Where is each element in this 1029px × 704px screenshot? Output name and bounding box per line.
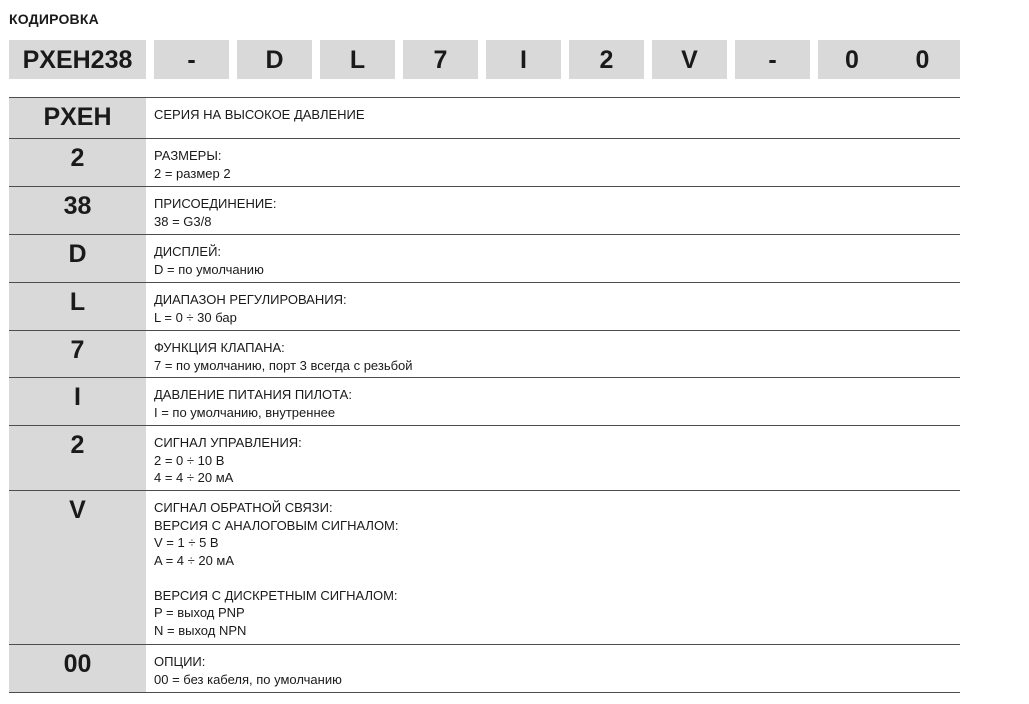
row-line: 4 = 4 ÷ 20 мА — [154, 470, 234, 485]
row-code: 2 — [9, 139, 146, 186]
row-spacer — [154, 569, 960, 587]
row-label: РАЗМЕРЫ: — [154, 148, 222, 163]
row-code: V — [9, 491, 146, 644]
row-code: I — [9, 378, 146, 425]
row-label: ДАВЛЕНИЕ ПИТАНИЯ ПИЛОТА: — [154, 387, 352, 402]
row-description — [154, 434, 960, 487]
row-description — [154, 339, 960, 374]
code-segment-function: 7 — [403, 40, 478, 79]
row-line: D = по умолчанию — [154, 261, 264, 277]
row-code: L — [9, 283, 146, 330]
code-segment-display: D — [237, 40, 312, 79]
row-description — [154, 147, 960, 182]
table-row — [9, 283, 960, 331]
table-row — [9, 139, 960, 187]
row-code: 38 — [9, 187, 146, 234]
row-line: A = 4 ÷ 20 мА — [154, 552, 235, 568]
table-row — [9, 98, 960, 139]
row-line: 7 = по умолчанию, порт 3 всегда с резьбой — [154, 357, 413, 373]
row-line: 2 = размер 2 — [154, 165, 231, 181]
row-line: 2 = 0 ÷ 10 В — [154, 452, 225, 468]
code-segment-dash-2: - — [735, 40, 810, 79]
row-code: 00 — [9, 645, 146, 692]
page-title: КОДИРОВКА — [9, 11, 99, 27]
code-segment-option-2: 0 — [885, 40, 960, 79]
row-description — [154, 291, 960, 326]
row-code: D — [9, 235, 146, 282]
row-label: ОПЦИИ: — [154, 654, 206, 669]
code-segment-option-1: 0 — [818, 40, 886, 79]
row-description — [154, 106, 960, 124]
table-row — [9, 235, 960, 283]
table-row — [9, 645, 960, 693]
row-label: ПРИСОЕДИНЕНИЕ: — [154, 196, 277, 211]
table-row — [9, 378, 960, 426]
row-description — [154, 243, 960, 278]
row-description — [154, 195, 960, 230]
row-description — [154, 653, 960, 688]
row-line: I = по умолчанию, внутреннее — [154, 404, 336, 420]
code-segment-range: L — [320, 40, 395, 79]
row-label: СИГНАЛ УПРАВЛЕНИЯ: — [154, 435, 302, 450]
code-segment-model: PXEH238 — [9, 40, 146, 79]
code-segment-dash: - — [154, 40, 229, 79]
table-row — [9, 426, 960, 491]
code-segment-control-signal: 2 — [569, 40, 644, 79]
row-line: ВЕРСИЯ С ДИСКРЕТНЫМ СИГНАЛОМ: — [154, 587, 398, 603]
row-code: 7 — [9, 331, 146, 377]
row-label: ДИСПЛЕЙ: — [154, 244, 222, 259]
row-label: ФУНКЦИЯ КЛАПАНА: — [154, 340, 285, 355]
row-line: ВЕРСИЯ С АНАЛОГОВЫМ СИГНАЛОМ: — [154, 517, 399, 533]
table-row — [9, 331, 960, 378]
row-description — [154, 386, 960, 421]
row-line: P = выход PNP — [154, 605, 245, 620]
row-line: N = выход NPN — [154, 622, 247, 638]
table-row — [9, 491, 960, 645]
row-line: 38 = G3/8 — [154, 213, 212, 229]
row-line: 00 = без кабеля, по умолчанию — [154, 671, 342, 687]
row-label: СЕРИЯ НА ВЫСОКОЕ ДАВЛЕНИЕ — [154, 107, 365, 122]
coding-table — [9, 97, 960, 693]
code-segment-pilot: I — [486, 40, 561, 79]
code-segment-feedback: V — [652, 40, 727, 79]
row-label: СИГНАЛ ОБРАТНОЙ СВЯЗИ: — [154, 500, 333, 515]
row-line: V = 1 ÷ 5 В — [154, 535, 219, 550]
row-label: ДИАПАЗОН РЕГУЛИРОВАНИЯ: — [154, 292, 347, 307]
table-row — [9, 187, 960, 235]
row-code: PXEH — [9, 98, 146, 138]
row-code: 2 — [9, 426, 146, 490]
row-line: L = 0 ÷ 30 бар — [154, 309, 237, 325]
row-description — [154, 499, 960, 639]
